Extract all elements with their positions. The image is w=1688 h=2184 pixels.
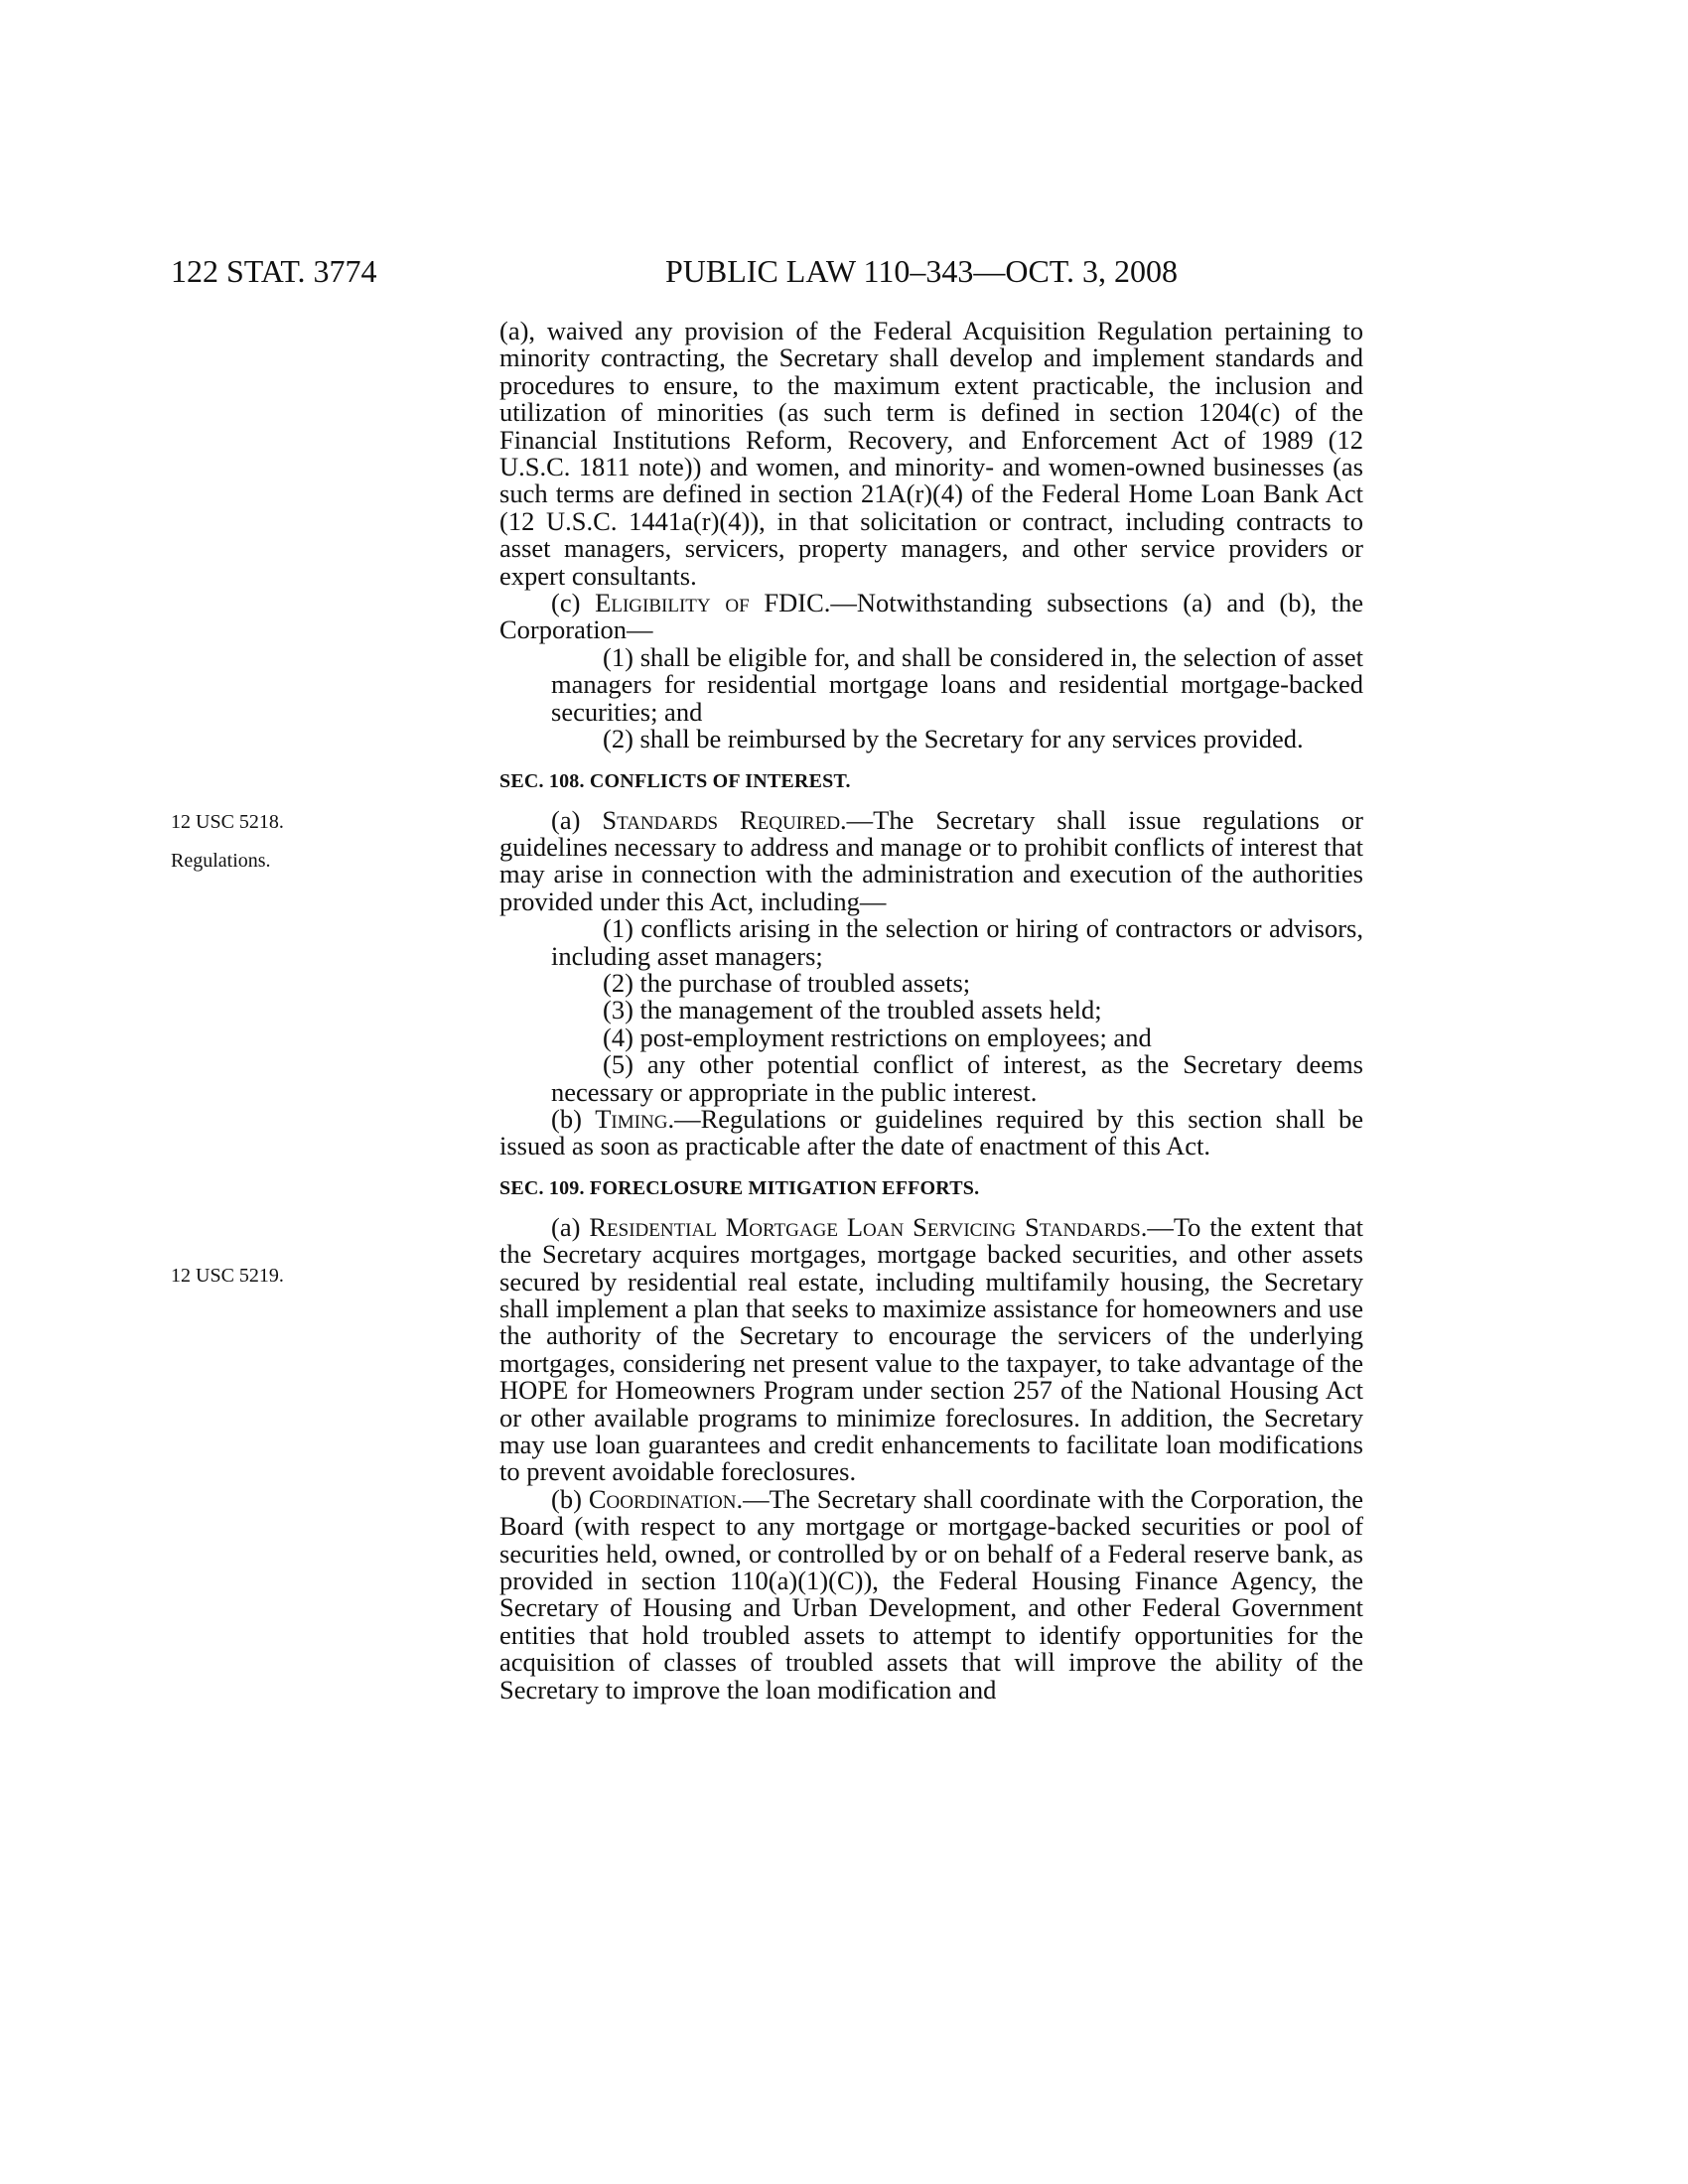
- section-108-heading: SEC. 108. CONFLICTS OF INTEREST.: [499, 769, 851, 792]
- sec108-subsection-a: [499, 804, 1364, 916]
- margin-note-usc-5218: 12 USC 5218.: [171, 811, 284, 833]
- sec108-item-2: (2) the purchase of troubled assets;: [603, 967, 971, 998]
- sec108-item-5: (5) any other potential conflict of interest, as the Secretary deems necessary or appropriate in the public interest.: [551, 1049, 1363, 1107]
- subsection-c: [499, 590, 1363, 644]
- sec109-a-text: .—To the extent that the Secretary acquires mortgages, mortgage backed securities, and other assets secured by residential real estate, including multifamily housing, the Secretary shall implement a plan that seeks to maximize assistance for homeowners and use the authority of the Secretary to encourage the servicers of the underlying mortgages, considering net present value to the taxpayer, to take advantage of the HOPE for Homeowners Program under section 257 of the National Housing Act or other available programs to minimize foreclosures. In addition, the Secretary may use loan guarantees and credit enhancements to facilitate loan modifications to prevent avoidable foreclosures.: [499, 1211, 1364, 1487]
- stat-citation: 122 STAT. 3774: [171, 253, 377, 289]
- sec109-b-text: .—The Secretary shall coordinate with the Corporation, the Board (with respect to any mortgage or mortgage-backed securities or pool of securities held, owned, or controlled by or on behalf of a Federal reserve bank, as provided in section 110(a)(1)(C)), the Federal Housing Finance Agency, the Secretary of Housing and Urban Development, and other Federal Government entities that hold troubled assets to attempt to identify opportunities for the acquisition of classes of troubled assets that will improve the ability of the Secretary to improve the loan modification and: [499, 1483, 1363, 1705]
- subsection-c-text: .—Notwithstanding subsections (a) and (b), the Corporation—: [499, 588, 1364, 645]
- sec108-b-heading: Timing: [595, 1103, 668, 1134]
- subsection-c-item-2: (2) shall be reimbursed by the Secretary for any services provided.: [603, 724, 1304, 754]
- sec108-a-heading: Standards Required: [602, 804, 841, 835]
- sec108-item-4: (4) post-employment restrictions on employees; and: [603, 1022, 1152, 1052]
- section-109-heading: SEC. 109. FORECLOSURE MITIGATION EFFORTS.: [499, 1176, 980, 1199]
- sec109-b-heading: Coordination: [588, 1483, 737, 1514]
- subsection-c-label: (c): [551, 588, 581, 618]
- body-text: [499, 318, 1363, 1704]
- sec108-subsection-b: [499, 1103, 1364, 1161]
- running-title: PUBLIC LAW 110–343—OCT. 3, 2008: [665, 253, 1178, 289]
- sec109-subsection-a: [499, 1211, 1364, 1487]
- sec108-b-label: (b): [551, 1103, 582, 1134]
- page-header: [171, 253, 1362, 293]
- margin-note-regulations: Regulations.: [171, 850, 271, 872]
- sec109-a-label: (a): [551, 1211, 581, 1242]
- sec108-item-1: (1) conflicts arising in the selection or hiring of contractors or advisors, including asset managers;: [551, 913, 1363, 971]
- sec109-subsection-b: [499, 1483, 1363, 1705]
- sec108-item-3: (3) the management of the troubled assets held;: [603, 995, 1102, 1025]
- sec109-b-label: (b): [551, 1483, 582, 1514]
- subsection-c-heading: Eligibility of FDIC: [595, 588, 824, 618]
- subsection-c-item-1: (1) shall be eligible for, and shall be considered in, the selection of asset managers for residential mortgage loans and residential mortgage-backed securities; and: [551, 641, 1363, 727]
- margin-note-usc-5219: 12 USC 5219.: [171, 1265, 284, 1287]
- sec109-a-heading: Residential Mortgage Loan Servicing Standards: [589, 1211, 1141, 1242]
- sec108-b-text: .—Regulations or guidelines required by this section shall be issued as soon as practicable after the date of enactment of this Act.: [499, 1103, 1364, 1161]
- continued-paragraph: (a), waived any provision of the Federal Acquisition Regulation pertaining to minority contracting, the Secretary shall develop and implement standards and procedures to ensure, to the maximum extent practicable, the inclusion and utilization of minorities (as such term is defined in section 1204(c) of the Financial Institutions Reform, Recovery, and Enforcement Act of 1989 (12 U.S.C. 1811 note)) and women, and minority- and women-owned businesses (as such terms are defined in section 21A(r)(4) of the Federal Home Loan Bank Act (12 U.S.C. 1441a(r)(4)), in that solicitation or contract, including contracts to asset managers, servicers, property managers, and other service providers or expert consultants.: [499, 316, 1363, 591]
- sec108-a-text: .—The Secretary shall issue regulations or guidelines necessary to address and manage or to prohibit conflicts of interest that may arise in connection with the administration and execution of the authorities provided under this Act, including—: [499, 804, 1364, 916]
- sec108-a-label: (a): [551, 804, 581, 835]
